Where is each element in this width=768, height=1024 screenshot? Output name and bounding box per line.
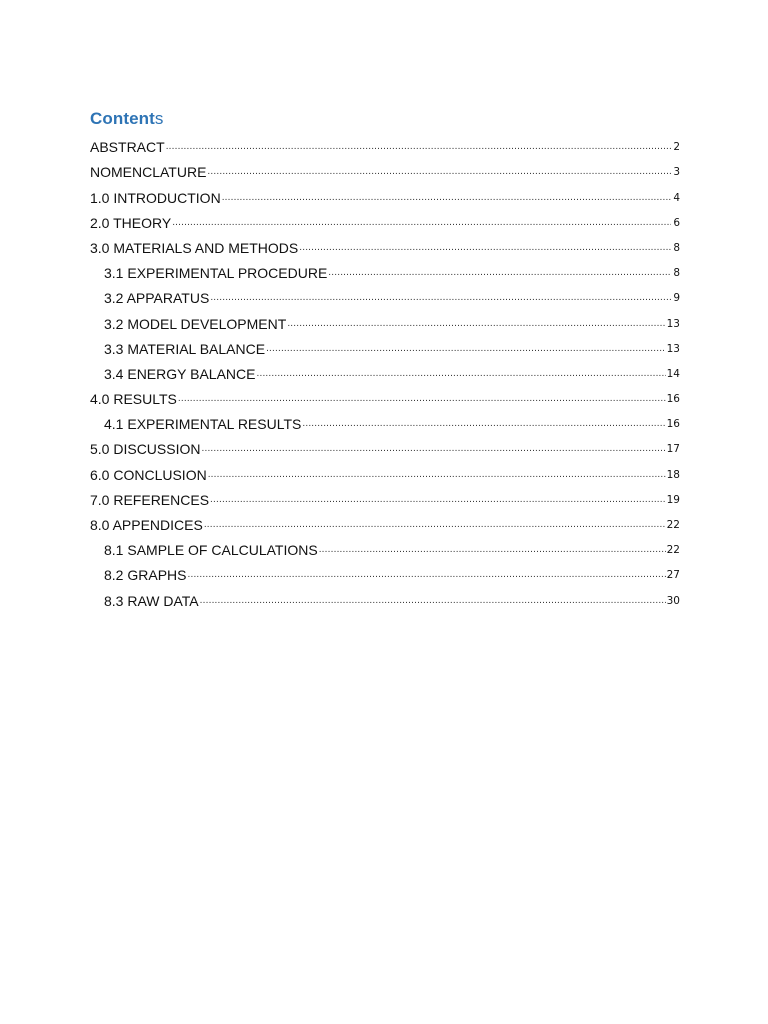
dot-leader	[208, 467, 666, 483]
dot-leader	[287, 316, 665, 332]
toc-entry-graphs[interactable]	[90, 558, 680, 583]
toc-entry-label: 8.1 SAMPLE OF CALCULATIONS	[104, 542, 318, 559]
dot-leader	[266, 341, 666, 357]
toc-entry-materials-and-methods[interactable]	[90, 231, 680, 256]
toc-entry-label: NOMENCLATURE	[90, 164, 207, 181]
toc-entry-page: 27	[666, 569, 680, 582]
dot-leader	[204, 517, 666, 533]
toc-entry-label: 2.0 THEORY	[90, 214, 172, 231]
dot-leader	[210, 290, 671, 306]
toc-heading	[90, 109, 164, 129]
toc-entry-label: 8.3 RAW DATA	[104, 592, 199, 609]
toc-entry-material-balance[interactable]	[90, 332, 680, 357]
toc-entry-discussion[interactable]	[90, 432, 680, 457]
toc-entry-page: 19	[666, 493, 680, 506]
toc-entry-label: 3.2 MODEL DEVELOPMENT	[104, 315, 287, 332]
dot-leader	[166, 139, 671, 155]
toc-entry-label: 8.0 APPENDICES	[90, 517, 203, 533]
toc-entry-page: 6	[673, 216, 680, 229]
toc-entry-experimental-procedure[interactable]	[90, 256, 680, 281]
toc-entry-page: 4	[673, 191, 680, 204]
toc-entry-page: 14	[666, 367, 680, 380]
toc-entry-page: 22	[666, 519, 680, 531]
toc-entry-label: 3.1 EXPERIMENTAL PROCEDURE	[104, 265, 328, 282]
dot-leader	[210, 492, 666, 508]
dot-leader	[200, 593, 666, 609]
toc-entry-label: 3.3 MATERIAL BALANCE	[104, 340, 266, 357]
toc-heading-last-letter: s	[154, 109, 164, 128]
table-of-contents	[90, 130, 680, 609]
toc-entry-page: 2	[673, 141, 680, 154]
toc-entry-model-development[interactable]	[90, 306, 680, 331]
toc-entry-label: 8.2 GRAPHS	[104, 567, 187, 584]
toc-entry-page: 18	[666, 468, 680, 481]
toc-entry-energy-balance[interactable]	[90, 357, 680, 382]
toc-entry-theory[interactable]	[90, 206, 680, 231]
dot-leader	[172, 215, 671, 231]
toc-entry-label: 5.0 DISCUSSION	[90, 441, 201, 458]
dot-leader	[319, 542, 666, 558]
toc-entry-label: 3.2 APPARATUS	[104, 290, 210, 307]
toc-entry-label: 1.0 INTRODUCTION	[90, 189, 221, 206]
toc-entry-label: 4.1 EXPERIMENTAL RESULTS	[104, 416, 302, 433]
toc-entry-label: 4.0 RESULTS	[90, 391, 177, 408]
dot-leader	[299, 240, 671, 256]
toc-entry-raw-data[interactable]	[90, 583, 680, 608]
toc-entry-page: 9	[673, 292, 680, 305]
toc-entry-page: 17	[666, 443, 680, 456]
toc-entry-label: 6.0 CONCLUSION	[90, 466, 207, 483]
toc-entry-nomenclature[interactable]	[90, 155, 680, 180]
toc-entry-apparatus[interactable]	[90, 281, 680, 306]
toc-entry-results[interactable]	[90, 382, 680, 407]
toc-entry-appendices[interactable]	[90, 508, 680, 533]
dot-leader	[178, 391, 666, 407]
toc-entry-abstract[interactable]	[90, 130, 680, 155]
toc-entry-page: 13	[666, 342, 680, 355]
toc-entry-sample-of-calculations[interactable]	[90, 533, 680, 558]
dot-leader	[187, 567, 665, 583]
toc-entry-page: 3	[673, 166, 680, 179]
toc-entry-introduction[interactable]	[90, 180, 680, 205]
dot-leader	[328, 265, 671, 281]
toc-entry-page: 8	[673, 241, 680, 254]
toc-entry-label: 3.0 MATERIALS AND METHODS	[90, 239, 299, 256]
toc-entry-label: 7.0 REFERENCES	[90, 491, 210, 508]
toc-entry-label: 3.4 ENERGY BALANCE	[104, 365, 256, 382]
toc-entry-references[interactable]	[90, 483, 680, 508]
dot-leader	[302, 416, 665, 432]
toc-entry-experimental-results[interactable]	[90, 407, 680, 432]
toc-heading-main: Content	[90, 109, 155, 128]
dot-leader	[222, 190, 671, 206]
toc-entry-page: 30	[666, 594, 680, 607]
toc-entry-conclusion[interactable]	[90, 457, 680, 482]
dot-leader	[201, 441, 665, 457]
toc-entry-page: 16	[666, 418, 680, 431]
dot-leader	[256, 366, 665, 382]
toc-entry-page: 22	[666, 544, 680, 557]
dot-leader	[207, 164, 671, 180]
toc-entry-page: 8	[673, 267, 680, 280]
toc-entry-label: ABSTRACT	[90, 139, 165, 156]
toc-entry-page: 16	[666, 393, 680, 406]
toc-entry-page: 13	[666, 317, 680, 330]
